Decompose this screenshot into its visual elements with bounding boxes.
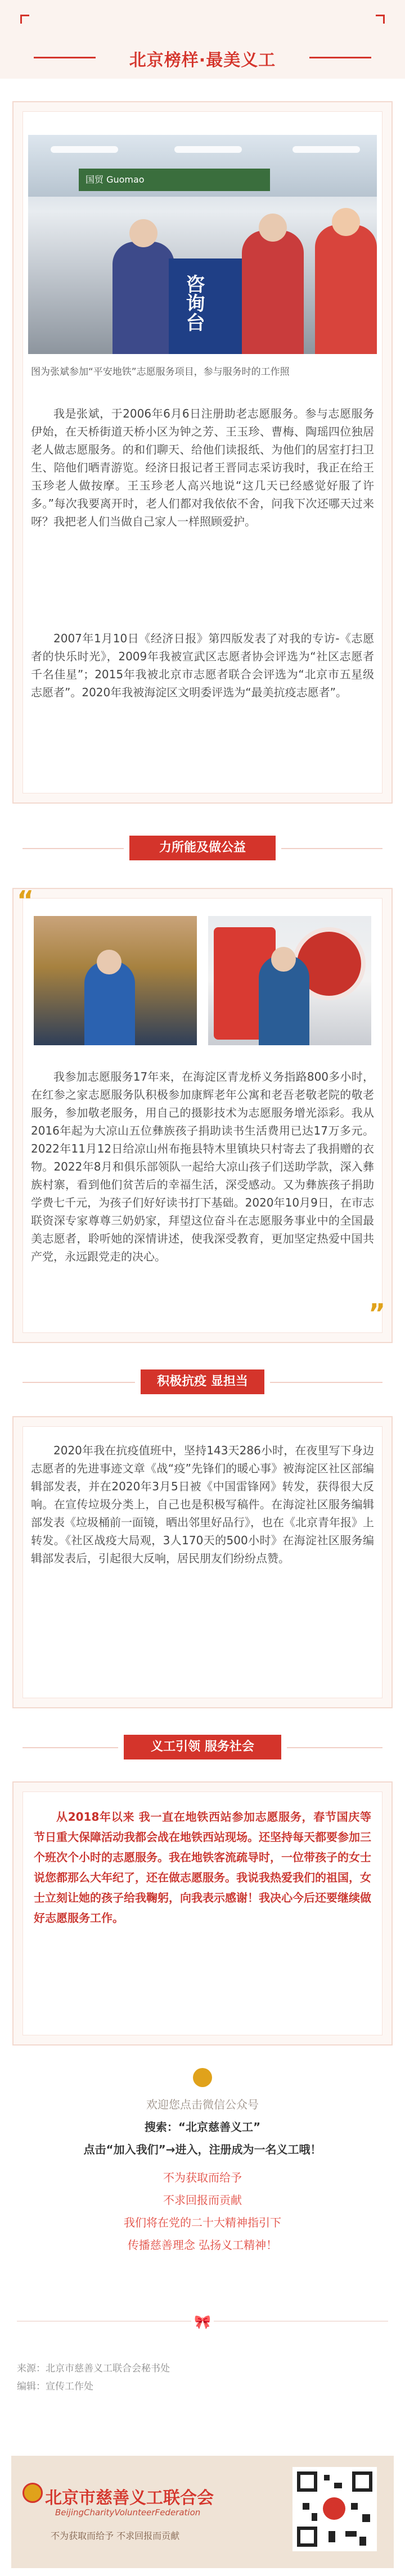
quote-close-icon: ”: [368, 1298, 386, 1328]
section-tag: 积极抗疫 显担当: [141, 1369, 264, 1394]
corner-decoration-icon: [376, 15, 385, 24]
editor-line: 编辑：宣传工作处: [17, 2381, 93, 2392]
cta-slogan: 我们将在党的二十大精神指引下: [124, 2216, 281, 2229]
org-name-en: BeijingCharityVolunteerFederation: [55, 2507, 201, 2518]
cta-slogan: 不为获取而给予: [163, 2171, 242, 2184]
section2-paragraph: 2020年我在抗疫值班中，坚持143天286小时，在夜里写下身边志愿者的先进事迹文章《战“疫”先锋们的暖心事》被海淀区社区部编辑部发表，并在2020年3月5日被《中国雷锋网》转发，获得很大反响。在宣传垃圾分类上，自己也是积极写稿件。在海淀社区服务编辑部发表《垃圾桶前一面镜，晒出邻里好品行》，也在《北京青年报》上转发。《社区战疫大局观，3人170天的500小时》在海淀社区服务编辑部发表后，引起很大反响，居民朋友们纷纷点赞。: [31, 1444, 374, 1565]
section-tag: 义工引领 服务社会: [124, 1735, 281, 1759]
title-divider: [309, 57, 371, 58]
page-title: 北京榜样·最美义工: [129, 51, 276, 70]
section-header: [0, 1363, 405, 1402]
intro-paragraph: 2007年1月10日《经济日报》第四版发表了对我的专访-《志愿者的快乐时光》，2009年我被宣武区志愿者协会评选为“社区志愿者千名佳星”；2015年我被北京市志愿者联合会评选为“北京市五星级志愿者”。2020年我被海淀区文明委评选为“最美抗疫志愿者”。: [31, 632, 374, 699]
station-sign: 国贸 Guomao: [79, 169, 270, 191]
volunteer-photo: [208, 916, 371, 1045]
corner-decoration-icon: [20, 15, 29, 24]
org-slogan: 不为获取而给予 不求回报而贡献: [51, 2530, 180, 2541]
volunteer-photo: [34, 916, 197, 1045]
section-tag: 力所能及做公益: [129, 836, 276, 860]
footer-card: [11, 2456, 394, 2568]
cta-join-line[interactable]: 点击“加入我们”→进入，注册成为一名义工哦！: [83, 2143, 322, 2156]
title-divider: [34, 57, 96, 58]
quote-open-icon: “: [17, 885, 34, 915]
cta-slogan: 传播慈善理念 弘扬义工精神！: [127, 2238, 278, 2252]
intro-paragraph: 我是张斌，于2006年6月6日注册助老志愿服务。参与志愿服务伊始，在天桥街道天桥小区为钟之芳、王玉珍、曹梅、陶瑶四位独居老人做志愿服务。的和们聊天、给他们读报纸、为他们的居室打扫卫生、陪他们晒青游览。经济日报记者王晋同志采访我时，我正在给王玉珍老人做按摩。王玉珍老人高兴地说“这几天已经感觉好服了许多。”每次我要离开时，老人们都对我依依不舍，问我下次还哪天过来呀？我把老人们当做自己家人一样照顾爱护。: [31, 407, 374, 528]
section-header: [0, 829, 405, 868]
header-banner: [0, 0, 405, 79]
bow-icon: 🎀: [194, 2314, 211, 2330]
cta-slogan: 不求回报而贡献: [163, 2193, 242, 2207]
section-header: [0, 1728, 405, 1767]
avatar-icon: [193, 2068, 212, 2087]
org-name: 北京市慈善义工联合会: [45, 2488, 214, 2508]
source-line: 来源：北京市慈善义工联合会秘书处: [17, 2363, 170, 2374]
section3-paragraph: 从2018年以来 我一直在地铁西站参加志愿服务，春节国庆等节日重大保障活动我都会战在地铁西站现场。还坚持每天都要参加三个班次个小时的志愿服务。我在地铁客流疏导时，一位带孩子的女士说您都那么大年纪了，还在做志愿服务。我说我热爱我们的祖国，女士立刻让她的孩子给我鞠躬，向我表示感谢！我决心今后还要继续做好志愿服务工作。: [34, 1810, 371, 1925]
cta-search-line: 搜索：“北京慈善义工”: [144, 2120, 261, 2134]
photo-caption: 图为张斌参加“平安地铁”志愿服务项目，参与服务时的工作照: [31, 366, 290, 378]
info-desk-label: 咨询台: [182, 274, 205, 332]
cta-line: 欢迎您点击微信公众号: [146, 2098, 259, 2111]
logo-icon: [22, 2483, 43, 2503]
section1-paragraph: 我参加志愿服务17年来，在海淀区青龙桥义务指路800多小时，在红参之家志愿服务队积极参加康辉老年公寓和老吾老敬老院的敬老服务，参加敬老服务，用自己的摄影技术为志愿服务增光添彩。我从2016年起为大凉山五位彝族孩子捐助读书生活费用已达17万多元。2022年11月12日给凉山州布拖县特木里镇块只村寄去了我捐赠的衣物。2022年8月和俱乐部领队一起给大凉山孩子们送助学款，深入彝族村寨，看到他们贫苦后的幸福生活，深受感动。又为彝族孩子捐助学费七千元，为孩子们好好读书打下基础。2020年10月9日，在市志联资深专家尊尊三奶奶家，拜望这位奋斗在志愿服务事业中的全国最美志愿者，聆听她的深情讲述，使我深受教育，更加坚定热爱中国共产党，永远跟党走的决心。: [31, 1070, 374, 1263]
volunteer-photo: [28, 135, 377, 354]
qr-code-icon[interactable]: [292, 2467, 377, 2551]
